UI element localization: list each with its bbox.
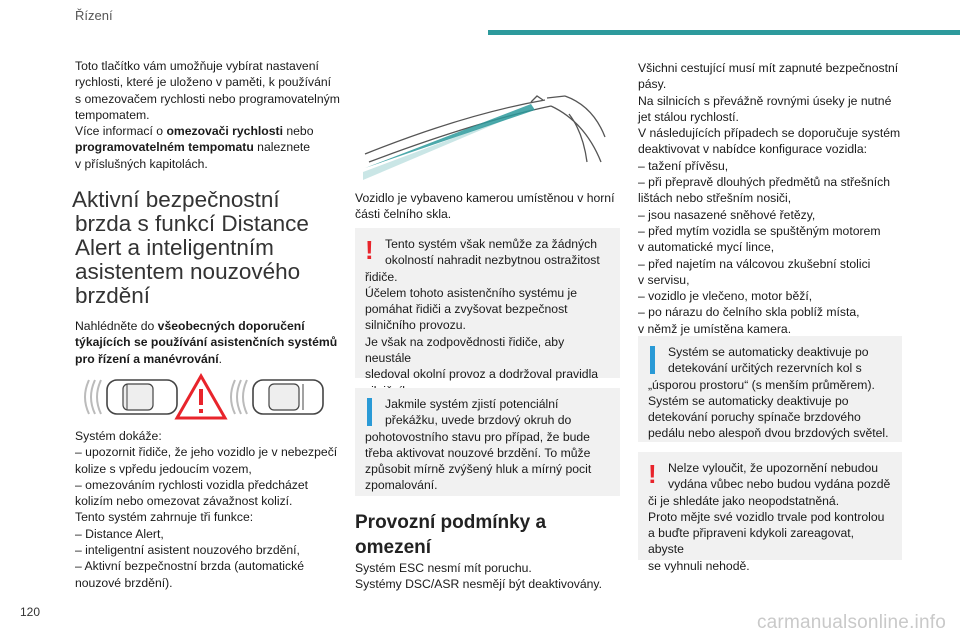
system-capabilities: Systém dokáže: – upozornit řidiče, že jeho vozidlo je v nebezpečí kolize s vpředu jedoucím vozem, – omezováním rychlosti vozidla předcházet kolizím nebo omezovat závažnost kolizí. Tento systém zahrnuje tři funkce: – Distance Alert, – inteligentní asistent nouzového brzdění, – Aktivní bezpečnostní brzda (automatické nouzové brzdění). [75,429,338,590]
watermark: carmanualsonline.info [756,612,946,633]
warning-note-driver-attention: ! Tento systém však nemůže za žádných okolností nahradit nezbytnou ostražitost řidiče. Účelem tohoto asistenčního systému je pomáhat řidiči a zvyšovat bezpečnost silničního provozu. Je však na zodpovědnosti řidiče, aby neustále sledoval okolní provoz a dodržoval pravidla [355,228,620,378]
info-bar-icon [650,346,655,374]
camera-description: Vozidlo je vybaveno kamerou umístěnou v horní části čelního skla. [355,191,615,222]
info-note-brake-readiness: Jakmile systém zjistí potenciální překážku, uvede brzdový okruh do pohotovostního stavu pro případ, že bude třeba aktivovat nouzové brzdění. To může způsobit mírně zvýšený hluk a mírný pocit zpomalování. [355,388,620,496]
info-note-auto-deactivation: Systém se automaticky deaktivuje po detekování určitých rezervních kol s „úsporou prostoru“ (s menším průměrem). Systém se automaticky deaktivuje po detekování poruchy spínače brzdového pedálu nebo alespoň dvou brzdových světel. [638,336,902,442]
conditions-paragraph: Systém ESC nesmí mít poruchu. Systémy DSC/ASR nesmějí být deaktivovány. [355,561,602,592]
warning-exclamation-icon: ! [648,459,657,489]
warning-exclamation-icon: ! [365,235,374,265]
camera-indicator [363,104,535,180]
page-number: 120 [20,605,41,619]
windshield-camera-figure [355,62,620,180]
see-recommendations: Nahlédněte do všeobecných doporučení týkajících se používání asistenčních systémů pro řízení a manévrování. [75,319,338,366]
collision-warning-figure [75,372,345,422]
rear-car-icon [107,380,177,414]
intro-paragraph: Toto tlačítko vám umožňuje vybírat nastavení rychlosti, které je uloženo v paměti, k používání s omezovačem rychlosti nebo programovatelným tempomatem. Více informací o omezovači rychlosti nebo programovatelném tempomatu naleznete v příslušných kapitolách. [75,59,340,171]
heading-active-safety-brake: Aktivní bezpečnostní brzda s funkcí Distance Alert a inteligentním asistentem nouzového brzdění [72,187,309,308]
heading-operating-conditions: Provozní podmínky a omezení [355,512,547,558]
front-car-icon [253,380,323,414]
header-accent-bar [488,30,960,35]
operating-recommendations: Všichni cestující musí mít zapnuté bezpečnostní pásy. Na silnicích s převážně rovnými úseky je nutné jet stálou rychlostí. V následujících případech se doporučuje systém deaktivovat v nabídce konfigurace vozidla: – tažení přívěsu, – při přepravě dlouhých předmětů na střešních lištách nebo střešním nosiči, – jsou nasazené sněhové řetězy, – před mytím vozidla se spuštěným motorem v automatické mycí lince, – před najetím na válcovou zkušební stolici v servisu, – vozidlo je vlečeno, motor běží, – po nárazu do čelního skla poblíž místa, v němž je umístěna kamera. [638,61,901,336]
section-title: Řízení [75,8,113,23]
warning-triangle-icon [177,376,225,418]
info-bar-icon [367,398,372,426]
warning-note-alerts: ! Nelze vyloučit, že upozornění nebudou vydána vůbec nebo budou vydána pozdě či je shledáte jako neopodstatněná. Proto mějte své vozidlo trvale pod kontrolou a buďte připraveni kdykoli zareagovat, abyste se vyhnuli nehodě. [638,452,902,560]
